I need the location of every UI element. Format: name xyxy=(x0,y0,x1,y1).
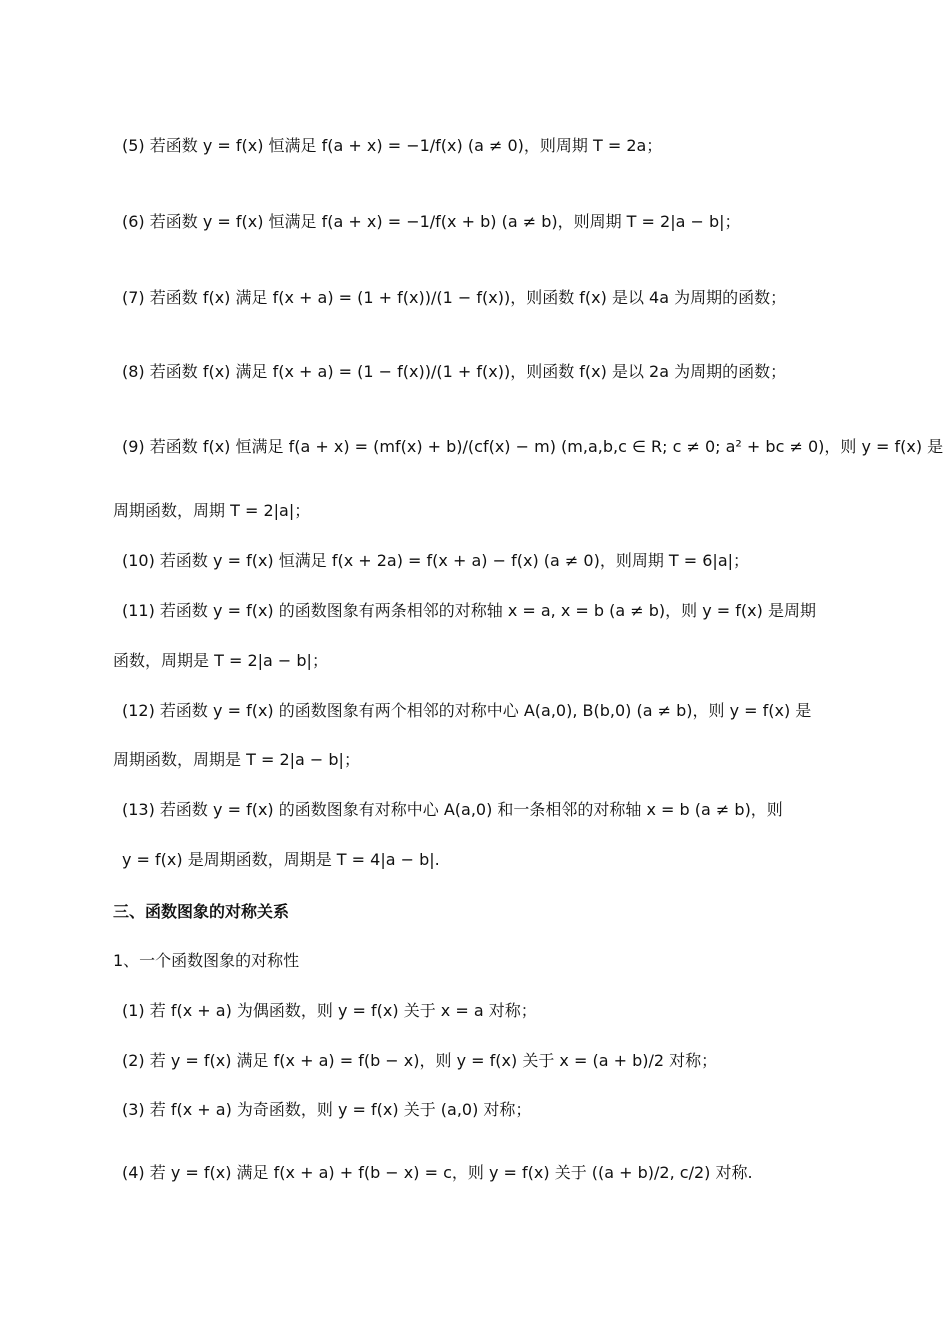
item-8: (8) 若函数 f(x) 满足 f(x + a) = (1 − f(x))/(1 + f(x))，则函数 f(x) 是以 2a 为周期的函数； xyxy=(122,362,787,381)
symmetry-item-3: (3) 若 f(x + a) 为奇函数，则 y = f(x) 关于 (a,0) 对称； xyxy=(122,1100,532,1119)
item-12-line1: (12) 若函数 y = f(x) 的函数图象有两个相邻的对称中心 A(a,0), B(b,0) (a ≠ b)，则 y = f(x) 是 xyxy=(122,701,812,720)
symmetry-item-2: (2) 若 y = f(x) 满足 f(x + a) = f(b − x)，则 y = f(x) 关于 x = (a + b)/2 对称； xyxy=(122,1051,718,1070)
item-13-line1: (13) 若函数 y = f(x) 的函数图象有对称中心 A(a,0) 和一条相邻的对称轴 x = b (a ≠ b)，则 xyxy=(122,800,783,819)
section-title: 三、函数图象的对称关系 xyxy=(113,902,290,921)
subsection-title: 1、一个函数图象的对称性 xyxy=(113,951,300,970)
item-5: (5) 若函数 y = f(x) 恒满足 f(a + x) = −1/f(x) (a ≠ 0)，则周期 T = 2a； xyxy=(122,136,663,155)
item-11-line2: 函数，周期是 T = 2|a − b|； xyxy=(113,651,328,670)
item-13-line2: y = f(x) 是周期函数，周期是 T = 4|a − b|. xyxy=(122,850,440,869)
item-12-line2: 周期函数，周期是 T = 2|a − b|； xyxy=(113,750,360,769)
symmetry-item-1: (1) 若 f(x + a) 为偶函数，则 y = f(x) 关于 x = a 对称； xyxy=(122,1001,537,1020)
item-10: (10) 若函数 y = f(x) 恒满足 f(x + 2a) = f(x + a) − f(x) (a ≠ 0)，则周期 T = 6|a|； xyxy=(122,551,750,570)
symmetry-item-4: (4) 若 y = f(x) 满足 f(x + a) + f(b − x) = c，则 y = f(x) 关于 ((a + b)/2, c/2) 对称. xyxy=(122,1163,753,1182)
item-6: (6) 若函数 y = f(x) 恒满足 f(a + x) = −1/f(x + b) (a ≠ b)，则周期 T = 2|a − b|； xyxy=(122,212,741,231)
item-9-line1: (9) 若函数 f(x) 恒满足 f(a + x) = (mf(x) + b)/(cf(x) − m) (m,a,b,c ∈ R; c ≠ 0; a² + bc ≠ 0)，则 y = f(x) 是 xyxy=(122,437,944,456)
item-9-line2: 周期函数，周期 T = 2|a|； xyxy=(113,501,311,520)
item-11-line1: (11) 若函数 y = f(x) 的函数图象有两条相邻的对称轴 x = a, x = b (a ≠ b)，则 y = f(x) 是周期 xyxy=(122,601,816,620)
item-7: (7) 若函数 f(x) 满足 f(x + a) = (1 + f(x))/(1 − f(x))，则函数 f(x) 是以 4a 为周期的函数； xyxy=(122,288,787,307)
